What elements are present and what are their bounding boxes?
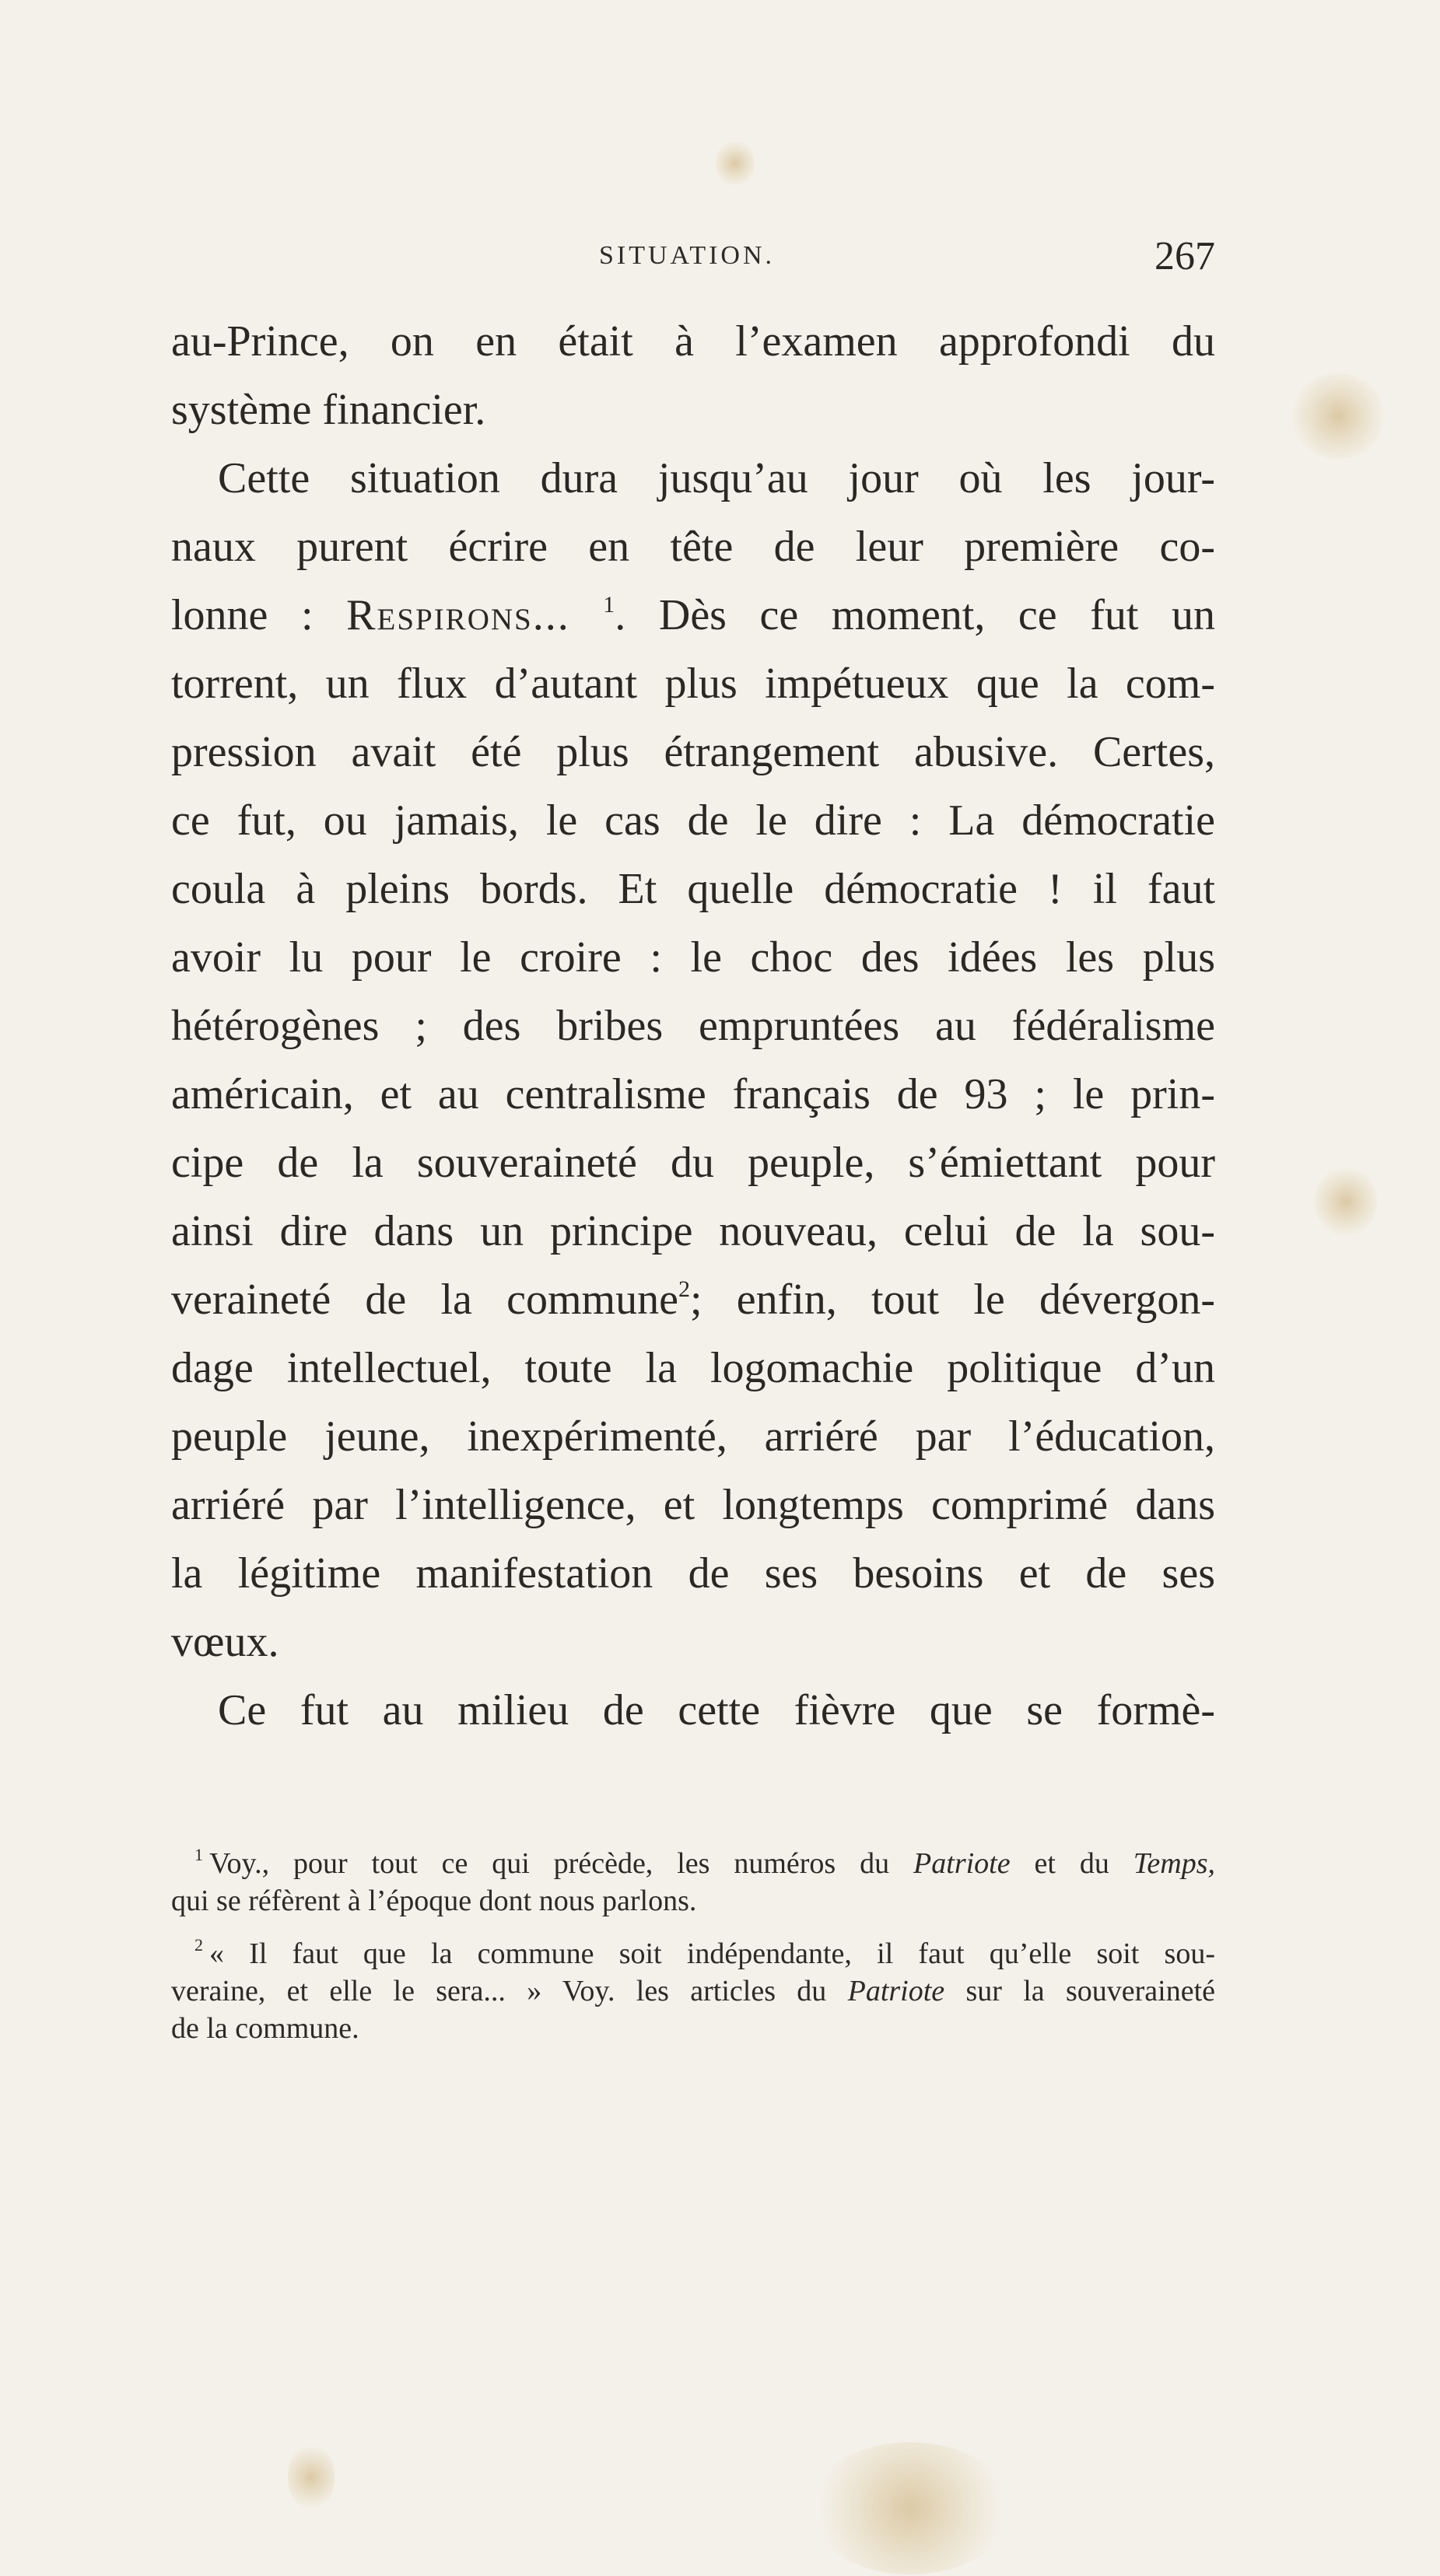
footnote-italic-title: Patriote	[913, 1847, 1011, 1880]
text-line	[171, 1265, 1215, 1334]
footnote-italic-title: Patriote	[847, 1975, 945, 2007]
text-line: pression avait été plus étrangement abusive. Certes,	[171, 728, 1215, 776]
text-line: lonne : Respirons... $^1$. Dès ce moment, ce fut un	[171, 591, 1216, 639]
text-line: système financier.	[171, 386, 486, 434]
footnote-mark: 1	[194, 1845, 203, 1864]
footnote-text: Voy., pour tout ce qui précède, les numéros du	[209, 1847, 890, 1880]
text-line: vœux.	[171, 1618, 279, 1666]
text-fragment: ; enfin, tout le dévergon-	[689, 1276, 1215, 1324]
text-line: la légitime manifestation de ses besoins et de ses	[171, 1549, 1215, 1598]
text-fragment: veraineté de la commune	[171, 1276, 678, 1324]
footnote-italic-title: Temps,	[1133, 1847, 1216, 1880]
footnotes	[171, 1845, 1215, 2047]
text-line: américain, et au centralisme français de 93 ; le prin-	[171, 1070, 1215, 1118]
text-line: ce fut, ou jamais, le cas de le dire : La démocratie	[171, 796, 1215, 845]
text-fragment: lonne :	[171, 591, 347, 639]
small-caps-word: Respirons...	[346, 591, 570, 639]
text-line: hétérogènes ; des bribes empruntées au fédéralisme	[171, 1002, 1215, 1050]
text-line: ainsi dire dans un principe nouveau, celui de la sou-	[171, 1207, 1215, 1255]
paper-stain	[716, 140, 755, 187]
footnote-reference: 1	[603, 592, 615, 618]
footnote-text: « Il faut que la commune soit indépendante, il faut qu’elle soit sou-	[209, 1937, 1215, 1970]
page-number: 267	[1154, 234, 1215, 278]
running-head: SITUATION.	[599, 241, 776, 270]
footnote-reference: 2	[678, 1276, 690, 1302]
text-line: avoir lu pour le croire : le choc des idées les plus	[171, 933, 1215, 982]
paper-stain	[288, 2442, 335, 2512]
text-line: arriéré par l’intelligence, et longtemps comprimé dans	[171, 1481, 1215, 1529]
text-line: Ce fut au milieu de cette fièvre que se formè-	[218, 1686, 1215, 1734]
footnote-line: qui se réfèrent à l’époque dont nous parlons.	[171, 1885, 697, 1917]
footnote-1	[171, 1845, 1215, 1882]
footnote-mark: 2	[194, 1935, 203, 1955]
text-line: au-Prince, on en était à l’examen approfondi du	[171, 317, 1215, 366]
text-line: Cette situation dura jusqu’au jour où les jour-	[218, 454, 1215, 502]
footnote-line	[171, 1972, 1215, 2010]
text-fragment: Dès ce moment, ce fut un	[658, 591, 1216, 639]
text-line: coula à pleins bords. Et quelle démocratie ! il faut	[171, 865, 1215, 913]
text-line: naux purent écrire en tête de leur première co-	[171, 523, 1215, 571]
footnote-text: veraine, et elle le sera... » Voy. les articles du	[171, 1975, 827, 2007]
paper-stain	[1291, 373, 1385, 459]
text-line: torrent, un flux d’autant plus impétueux que la com-	[171, 660, 1215, 708]
footnote-line: de la commune.	[171, 2012, 359, 2045]
footnote-text: et du	[1034, 1847, 1109, 1880]
page-header	[171, 233, 1215, 296]
footnote-spacer	[171, 1920, 1215, 1935]
paper-stain	[1315, 1167, 1377, 1237]
main-text	[171, 307, 1215, 1745]
footnote-text: sur la souveraineté	[965, 1975, 1215, 2007]
footnote-2	[171, 1935, 1215, 1972]
text-line: dage intellectuel, toute la logomachie politique d’un	[171, 1344, 1215, 1392]
text-line: peuple jeune, inexpérimenté, arriéré par l’éducation,	[171, 1412, 1215, 1461]
text-line: cipe de la souveraineté du peuple, s’émiettant pour	[171, 1139, 1215, 1187]
paper-stain	[809, 2442, 1011, 2574]
